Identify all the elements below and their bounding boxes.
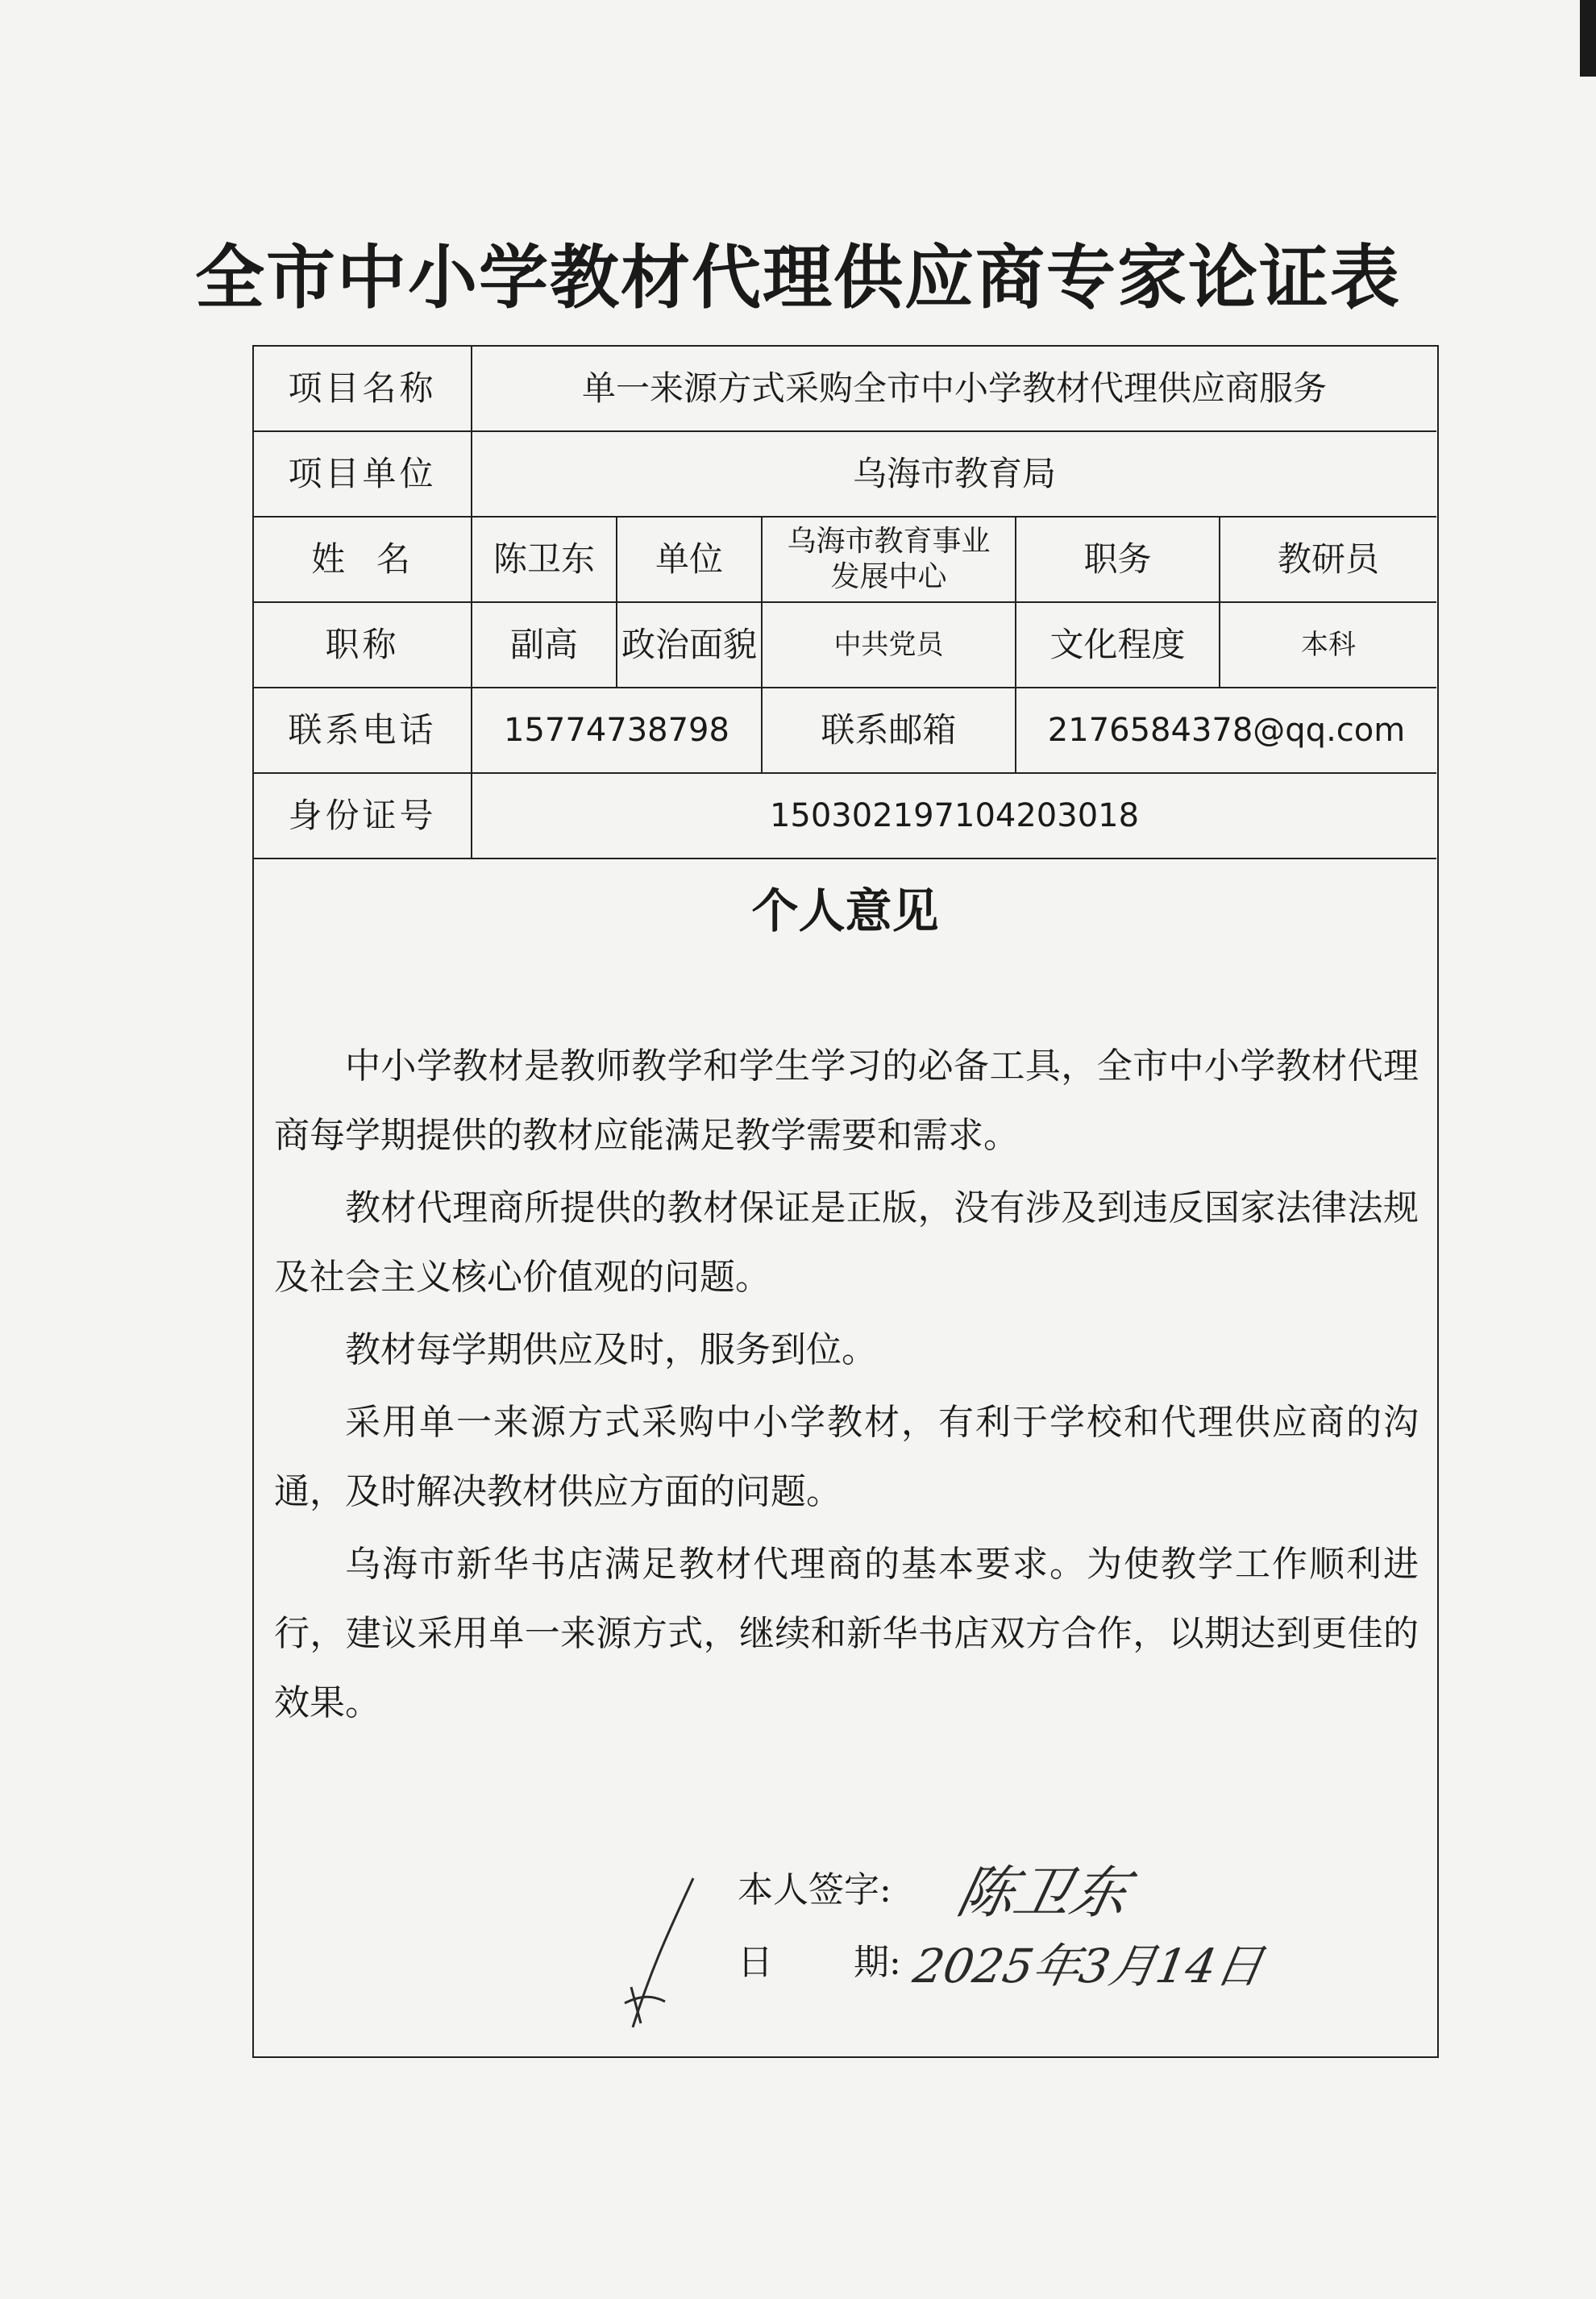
opinion-paragraph: 教材代理商所提供的教材保证是正版，没有涉及到违反国家法律法规及社会主义核心价值观的问题。 bbox=[274, 1187, 1419, 1298]
opinion-paragraph: 采用单一来源方式采购中小学教材，有利于学校和代理供应商的沟通，及时解决教材供应方面的问题。 bbox=[274, 1402, 1419, 1512]
email-label: 联系邮箱 bbox=[762, 688, 1016, 773]
handwritten-signature: 陈卫东 bbox=[951, 1860, 1135, 1926]
title-value: 副高 bbox=[472, 602, 617, 688]
id-label: 身份证号 bbox=[254, 773, 472, 858]
date-line bbox=[738, 1939, 901, 1987]
project-unit-label: 项目单位 bbox=[254, 431, 472, 517]
project-unit-value: 乌海市教育局 bbox=[472, 431, 1436, 517]
date-label-a: 日 bbox=[738, 1942, 773, 1983]
scan-edge-mark bbox=[1580, 0, 1596, 77]
opinion-paragraph: 乌海市新华书店满足教材代理商的基本要求。为使教学工作顺利进行，建议采用单一来源方式，继续和新华书店双方合作，以期达到更佳的效果。 bbox=[274, 1544, 1419, 1723]
row-project-name bbox=[254, 347, 1436, 431]
date-label-b: 期: bbox=[854, 1942, 901, 1983]
evaluation-form bbox=[252, 345, 1439, 2058]
position-value: 教研员 bbox=[1220, 517, 1436, 602]
opinion-paragraph: 教材每学期供应及时，服务到位。 bbox=[345, 1329, 877, 1370]
political-value: 中共党员 bbox=[762, 602, 1016, 688]
unit-label: 单位 bbox=[617, 517, 762, 602]
education-value: 本科 bbox=[1220, 602, 1436, 688]
handwritten-date: 2025年3月14日 bbox=[909, 1939, 1268, 1993]
row-rank bbox=[254, 602, 1436, 688]
page-title: 全市中小学教材代理供应商专家论证表 bbox=[195, 238, 1401, 318]
title-label: 职称 bbox=[254, 602, 472, 688]
row-contact bbox=[254, 688, 1436, 773]
opinion-heading: 个人意见 bbox=[751, 883, 939, 938]
info-table bbox=[254, 347, 1436, 859]
project-name-label: 项目名称 bbox=[254, 347, 472, 431]
phone-label: 联系电话 bbox=[254, 688, 472, 773]
id-value: 150302197104203018 bbox=[472, 773, 1436, 858]
pen-stroke-mark bbox=[609, 1874, 705, 2035]
row-person bbox=[254, 517, 1436, 602]
name-value: 陈卫东 bbox=[472, 517, 617, 602]
row-id bbox=[254, 773, 1436, 858]
project-name-value: 单一来源方式采购全市中小学教材代理供应商服务 bbox=[472, 347, 1436, 431]
signature-label: 本人签字: bbox=[738, 1869, 892, 1910]
name-label: 姓 名 bbox=[254, 517, 472, 602]
row-project-unit bbox=[254, 431, 1436, 517]
signature-line bbox=[738, 1866, 892, 1914]
opinion-body bbox=[274, 1032, 1419, 1741]
education-label: 文化程度 bbox=[1016, 602, 1220, 688]
political-label: 政治面貌 bbox=[617, 602, 762, 688]
position-label: 职务 bbox=[1016, 517, 1220, 602]
unit-value: 乌海市教育事业发展中心 bbox=[762, 517, 1016, 602]
phone-value: 15774738798 bbox=[472, 688, 762, 773]
email-value: 2176584378@qq.com bbox=[1016, 688, 1436, 773]
opinion-paragraph: 中小学教材是教师教学和学生学习的必备工具，全市中小学教材代理商每学期提供的教材应能满足教学需要和需求。 bbox=[274, 1046, 1419, 1156]
